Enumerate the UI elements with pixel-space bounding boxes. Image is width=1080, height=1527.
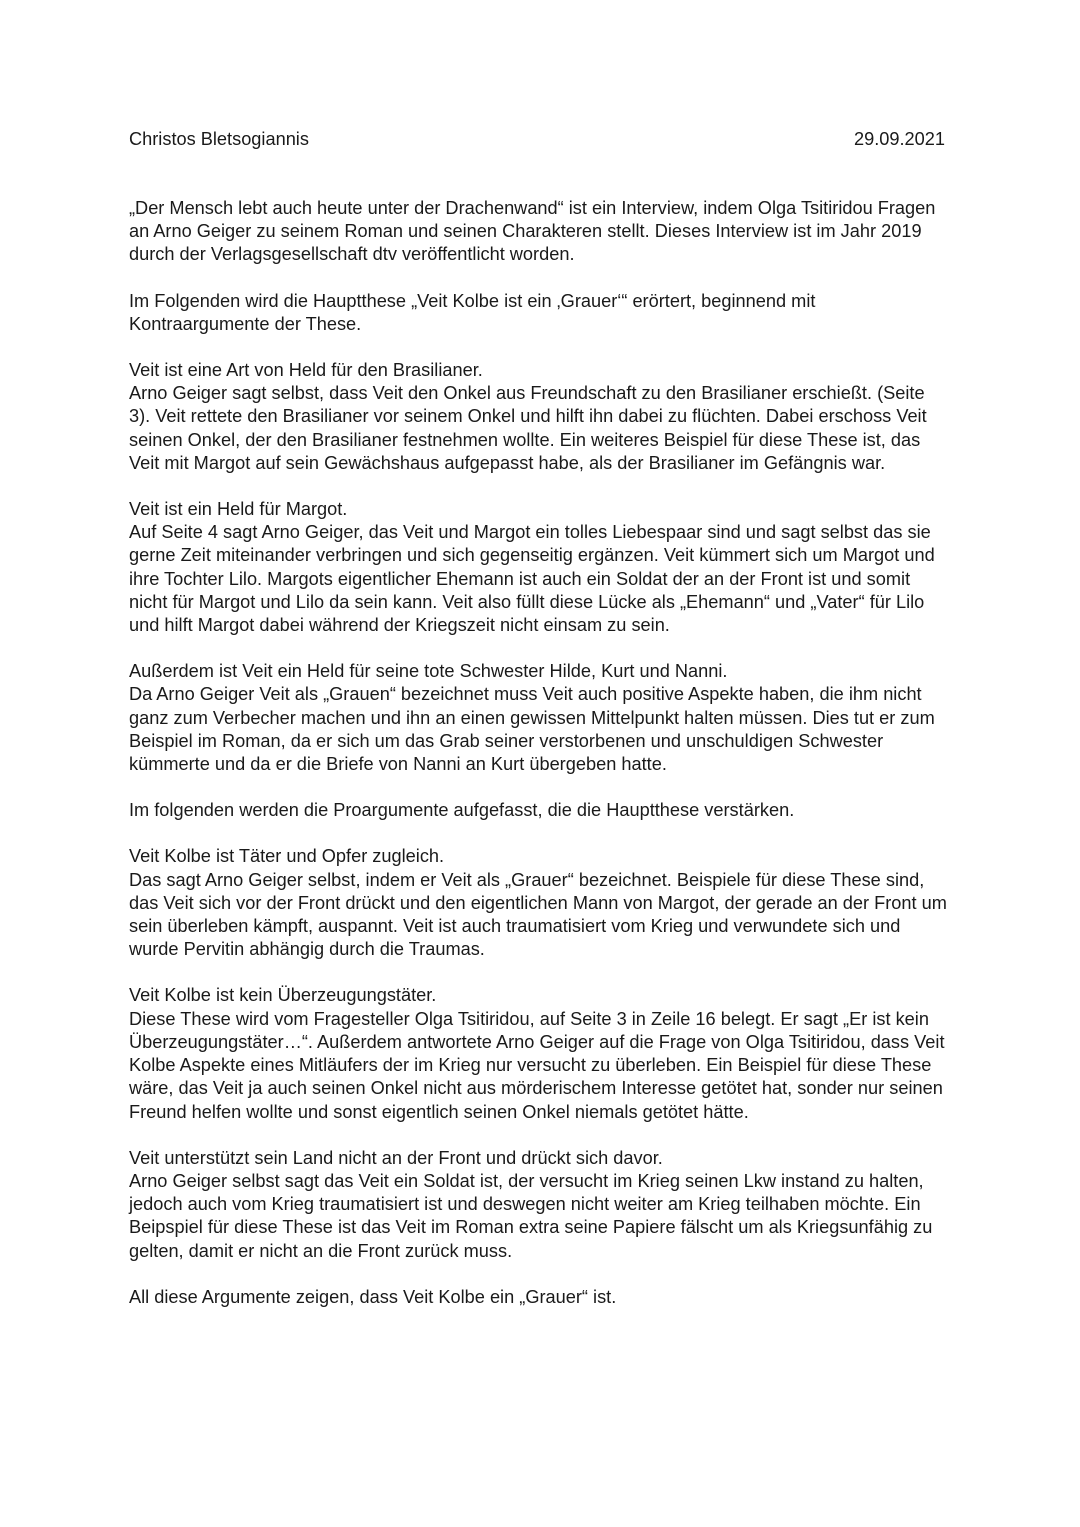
conclusion-paragraph: All diese Argumente zeigen, dass Veit Kolbe ein „Grauer“ ist.	[129, 1286, 617, 1307]
argument-thesis: Veit Kolbe ist Täter und Opfer zugleich.	[129, 846, 445, 867]
argument-body: Arno Geiger selbst sagt das Veit ein Soldat ist, der versucht im Krieg seinen Lkw instand zu halten, jedoch auch vom Krieg traumatisiert ist und deswegen nicht weiter am Krieg teilhaben möchte. Ein Beipspiel für diese These ist das Veit im Roman extra seine Papiere fälscht um als Kriegsunfähig zu gelten, damit er nicht an die Front zurück muss.	[129, 1170, 933, 1261]
transition-paragraph: Im folgenden werden die Proargumente aufgefasst, die die Hauptthese verstärken.	[129, 800, 795, 821]
argument-thesis: Veit ist ein Held für Margot.	[129, 499, 348, 520]
contra-argument	[129, 359, 949, 475]
argument-body: Diese These wird vom Fragesteller Olga Tsitiridou, auf Seite 3 in Zeile 16 belegt. Er sagt „Er ist kein Überzeugungstäter…“. Außerdem antwortete Arno Geiger auf die Frage von Olga Tsitiridou, dass Veit Kolbe Aspekte eines Mitläufers der im Krieg nur versucht zu überleben. Ein Beispiel für diese These wäre, das Veit ja auch seinen Onkel nicht aus mörderischem Interesse getötet hat, sonder nur seinen Freund helfen wollte und sonst eigentlich seinen Onkel niemals getötet hätte.	[129, 1008, 945, 1122]
main-thesis-paragraph: Im Folgenden wird die Hauptthese „Veit Kolbe ist ein ‚Grauer‘“ erörtert, beginnend mit Kontraargumente der These.	[129, 290, 816, 334]
argument-body: Das sagt Arno Geiger selbst, indem er Veit als „Grauer“ bezeichnet. Beispiele für diese These sind, das Veit sich vor der Front drückt und den eigentlichen Mann von Margot, der gerade an der Front um sein überleben kämpft, auspannt. Veit ist auch traumatisiert vom Krieg und verwundete sich und wurde Pervitin abhängig durch die Traumas.	[129, 869, 947, 960]
document-page	[129, 128, 949, 1309]
argument-thesis: Veit unterstützt sein Land nicht an der Front und drückt sich davor.	[129, 1147, 663, 1168]
author-name: Christos Bletsogiannis	[129, 129, 309, 149]
contra-argument	[129, 498, 949, 637]
argument-thesis: Außerdem ist Veit ein Held für seine tote Schwester Hilde, Kurt und Nanni.	[129, 661, 728, 682]
contra-argument	[129, 660, 949, 776]
pro-argument	[129, 984, 949, 1123]
argument-thesis: Veit ist eine Art von Held für den Brasilianer.	[129, 360, 483, 381]
argument-body: Da Arno Geiger Veit als „Grauen“ bezeichnet muss Veit auch positive Aspekte haben, die ihm nicht ganz zum Verbecher machen und ihn an einen gewissen Mittelpunkt halten müssen. Dies tut er zum Beispiel im Roman, da er sich um das Grab seiner verstorbenen und unschuldigen Schwester kümmerte und da er die Briefe von Nanni an Kurt übergeben hatte.	[129, 684, 935, 775]
intro-paragraph: „Der Mensch lebt auch heute unter der Drachenwand“ ist ein Interview, indem Olga Tsitiridou Fragen an Arno Geiger zu seinem Roman und seinen Charakteren stellt. Dieses Interview ist im Jahr 2019 durch der Verlagsgesellschaft dtv veröffentlicht worden.	[129, 198, 936, 265]
argument-body: Arno Geiger sagt selbst, dass Veit den Onkel aus Freundschaft zu den Brasilianer erschießt. (Seite 3). Veit rettete den Brasilianer vor seinem Onkel und hilft ihn dabei zu flüchten. Dabei erschoss Veit seinen Onkel, der den Brasilianer festnehmen wollte. Ein weiteres Beispiel für diese These ist, das Veit mit Margot auf sein Gewächshaus aufgepasst habe, als der Brasilianer im Gefängnis war.	[129, 383, 927, 473]
argument-body: Auf Seite 4 sagt Arno Geiger, das Veit und Margot ein tolles Liebespaar sind und sagt selbst das sie gerne Zeit miteinander verbringen und sich gegenseitig ergänzen. Veit kümmert sich um Margot und ihre Tochter Lilo. Margots eigentlicher Ehemann ist auch ein Soldat der an der Front ist und somit nicht für Margot und Lilo da sein kann. Veit also füllt diese Lücke als „Ehemann“ und „Vater“ für Lilo und hilft Margot dabei während der Kriegszeit nicht einsam zu sein.	[129, 522, 935, 636]
argument-thesis: Veit Kolbe ist kein Überzeugungstäter.	[129, 985, 437, 1006]
pro-argument	[129, 845, 949, 961]
pro-argument	[129, 1147, 949, 1263]
document-header	[129, 128, 949, 151]
document-date: 29.09.2021	[853, 129, 945, 149]
